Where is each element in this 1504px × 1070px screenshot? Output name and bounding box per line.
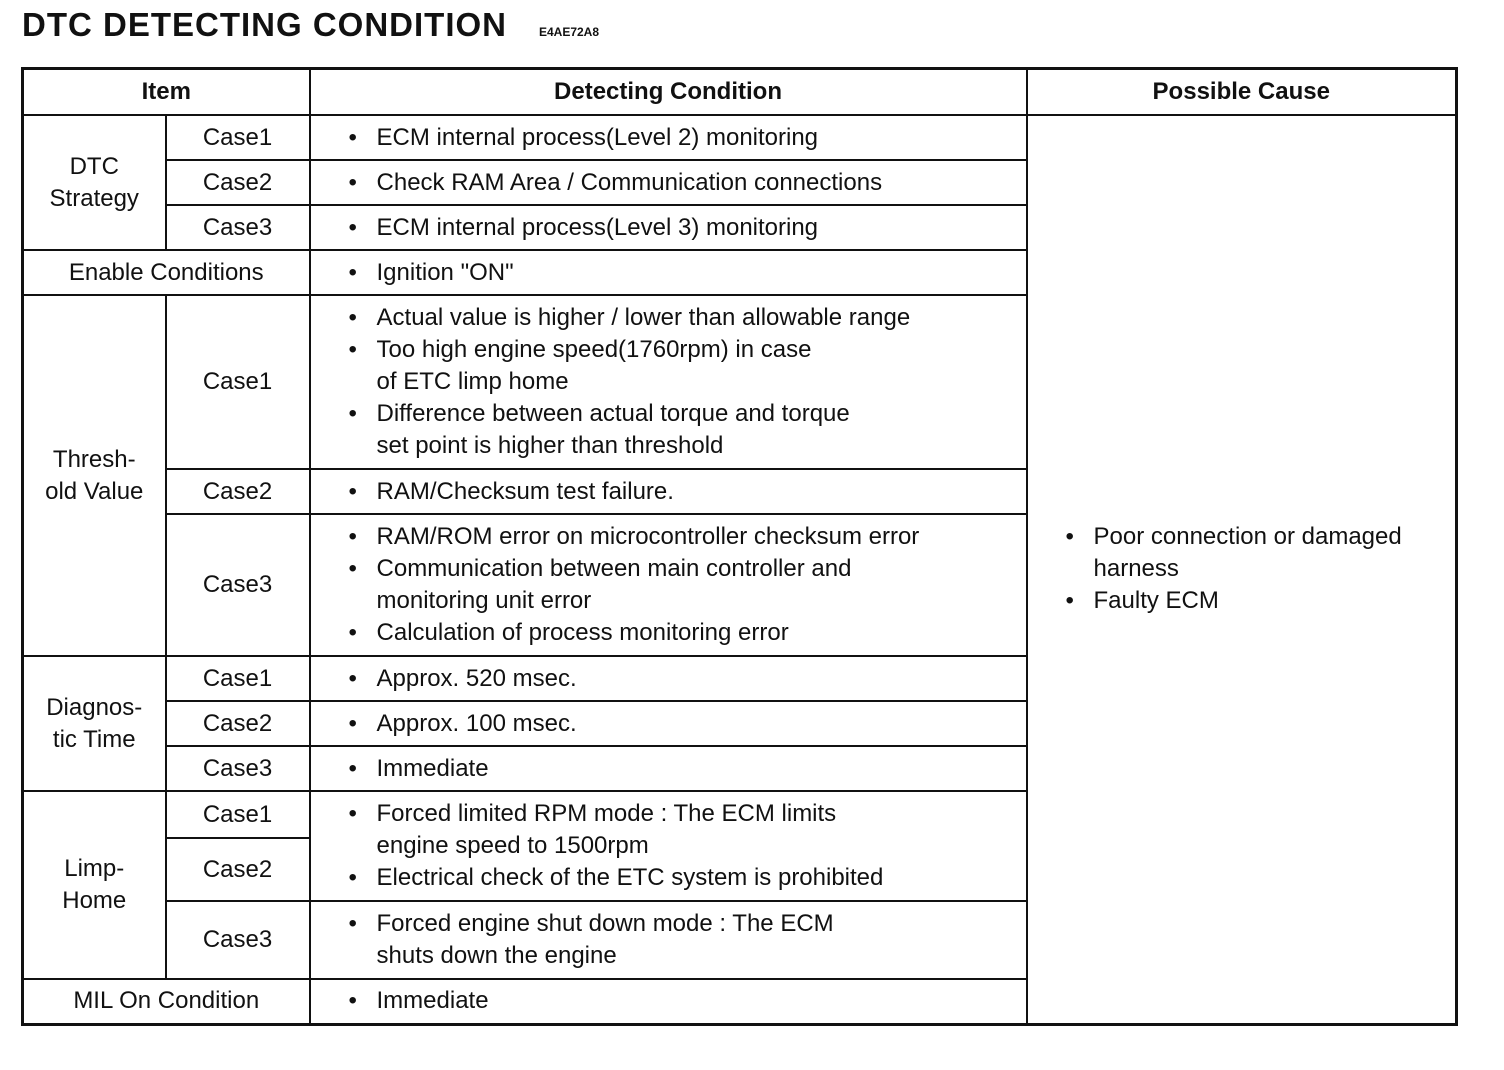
condition-text: • Check RAM Area / Communication connections: [349, 167, 1018, 199]
condition-text: • Approx. 520 msec.: [349, 663, 1018, 695]
cause-text: • Poor connection or damaged harness: [1066, 521, 1448, 585]
condition-cell: [310, 701, 1027, 746]
condition-text: • RAM/ROM error on microcontroller checksum error: [349, 521, 1018, 553]
condition-cell: [310, 205, 1027, 250]
header-row: [23, 69, 1457, 116]
possible-cause-cell: [1027, 115, 1457, 1024]
title-row: [22, 6, 599, 46]
condition-cell: [310, 514, 1027, 656]
case-label: Case3: [166, 746, 310, 791]
condition-cell: [310, 160, 1027, 205]
condition-text: • ECM internal process(Level 3) monitoring: [349, 212, 1018, 244]
condition-text: • Approx. 100 msec.: [349, 708, 1018, 740]
case-label: Case2: [166, 701, 310, 746]
condition-cell: [310, 746, 1027, 791]
document-code: E4AE72A8: [538, 25, 600, 39]
cause-text: • Faulty ECM: [1066, 585, 1448, 617]
condition-cell: [310, 250, 1027, 295]
condition-cell: [310, 295, 1027, 469]
case-label: Case1: [166, 115, 310, 160]
condition-cell: [310, 115, 1027, 160]
condition-cell: [310, 469, 1027, 514]
condition-text: • ECM internal process(Level 2) monitoring: [349, 122, 1018, 154]
condition-text: • Calculation of process monitoring error: [349, 617, 1018, 649]
case-label: Case2: [166, 838, 310, 901]
condition-text: • Ignition "ON": [349, 257, 1018, 289]
condition-text: • Electrical check of the ETC system is prohibited: [349, 862, 1018, 894]
page-title: DTC DETECTING CONDITION: [22, 6, 507, 43]
condition-text: • Forced limited RPM mode : The ECM limits engine speed to 1500rpm: [349, 798, 1018, 862]
condition-text: • Communication between main controller and monitoring unit error: [349, 553, 1018, 617]
header-detecting-condition: Detecting Condition: [310, 69, 1027, 116]
condition-text: • Difference between actual torque and torque set point is higher than threshold: [349, 398, 1018, 462]
group-mil-on-condition: MIL On Condition: [23, 979, 310, 1024]
group-dtc-strategy: DTC Strategy: [23, 115, 166, 250]
case-label: Case3: [166, 901, 310, 979]
group-enable-conditions: Enable Conditions: [23, 250, 310, 295]
header-item: Item: [23, 69, 310, 116]
group-threshold-value: Thresh- old Value: [23, 295, 166, 656]
condition-text: • RAM/Checksum test failure.: [349, 476, 1018, 508]
case-label: Case2: [166, 469, 310, 514]
case-label: Case1: [166, 295, 310, 469]
condition-text: • Forced engine shut down mode : The ECM shuts down the engine: [349, 908, 1018, 972]
header-possible-cause: Possible Cause: [1027, 69, 1457, 116]
case-label: Case3: [166, 514, 310, 656]
dtc-condition-table: [21, 67, 1458, 1026]
group-diagnostic-time: Diagnos- tic Time: [23, 656, 166, 791]
condition-cell: [310, 656, 1027, 701]
condition-text: • Immediate: [349, 985, 1018, 1017]
case-label: Case1: [166, 656, 310, 701]
table-row: [23, 115, 1457, 160]
condition-cell: [310, 791, 1027, 901]
condition-text: • Too high engine speed(1760rpm) in case of ETC limp home: [349, 334, 1018, 398]
condition-text: • Immediate: [349, 753, 1018, 785]
condition-cell: [310, 901, 1027, 979]
group-limp-home: Limp- Home: [23, 791, 166, 979]
case-label: Case2: [166, 160, 310, 205]
condition-cell: [310, 979, 1027, 1024]
condition-text: • Actual value is higher / lower than allowable range: [349, 302, 1018, 334]
case-label: Case3: [166, 205, 310, 250]
case-label: Case1: [166, 791, 310, 838]
